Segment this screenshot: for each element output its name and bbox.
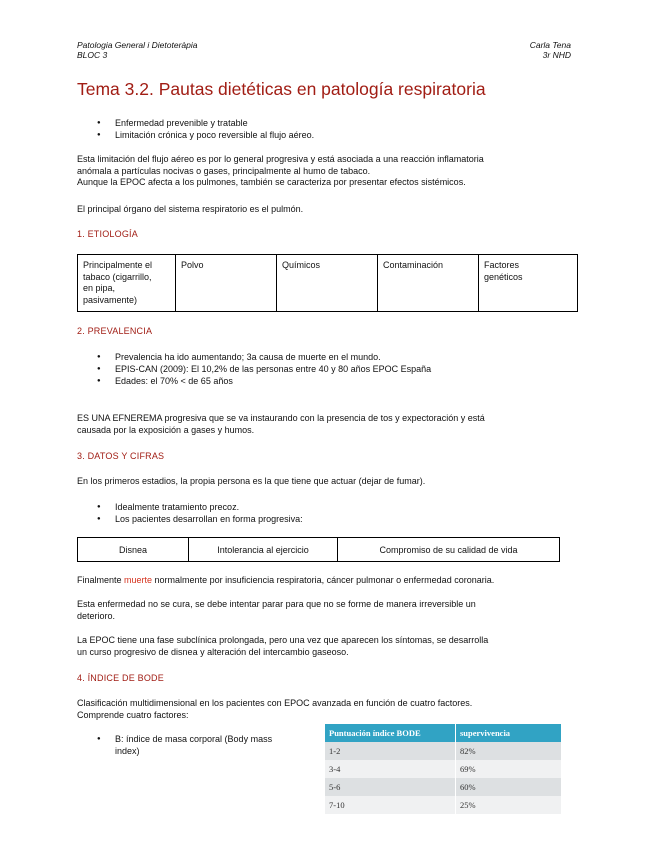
section-heading-data: 3. DATOS Y CIFRAS [77, 451, 165, 461]
table-cell: Factores genéticos [479, 255, 578, 312]
table-row [325, 742, 561, 760]
cure-paragraph [77, 599, 567, 622]
list-item: ● B: índice de masa corporal (Body mass index) [77, 733, 272, 757]
section-heading-etiology: 1. ETIOLOGÍA [77, 229, 138, 239]
header-right [530, 40, 571, 60]
table-cell: 1-2 [325, 742, 456, 760]
table-cell: 82% [456, 742, 562, 760]
list-item: ● Idealmente tratamiento precoz. [77, 501, 303, 513]
table-cell: Disnea [78, 538, 189, 562]
table-cell: 3-4 [325, 760, 456, 778]
subclinical-paragraph [77, 635, 567, 658]
intro-bullet-list [77, 117, 314, 141]
course-name: Patologia General i Dietoteràpia [77, 40, 198, 50]
section-heading-prevalence: 2. PREVALENCIA [77, 326, 153, 336]
table-cell: 60% [456, 778, 562, 796]
table-cell: Contaminación [378, 255, 479, 312]
list-item: ● Prevalencia ha ido aumentando; 3a causa de muerte en el mundo. [77, 351, 431, 363]
etiology-table [77, 254, 578, 312]
table-cell: 69% [456, 760, 562, 778]
header-left [77, 40, 198, 60]
section-heading-bode: 4. ÍNDICE DE BODE [77, 673, 164, 683]
table-cell: 25% [456, 796, 562, 814]
text-span: Finalmente [77, 575, 125, 585]
text-line: deterioro. [77, 610, 116, 621]
data-intro-paragraph: En los primeros estadios, la propia persona es la que tiene que actuar (dejar de fumar). [77, 476, 426, 486]
page-title: Tema 3.2. Pautas dietéticas en patología respiratoria [77, 79, 486, 99]
final-paragraph [77, 575, 567, 587]
intro-paragraph [77, 154, 567, 189]
data-bullet-list [77, 501, 303, 525]
table-row [325, 760, 561, 778]
text-line: ES UNA EFNEREMA progresiva que se va instaurando con la presencia de tos y expectoración y está [77, 413, 485, 423]
text-line: causada por la exposición a gases y humos. [77, 424, 255, 435]
bode-intro-paragraph [77, 698, 567, 721]
text-line: Esta limitación del flujo aéreo es por lo general progresiva y está asociada a una reacción inflamatoria [77, 154, 484, 164]
list-item: ● Los pacientes desarrollan en forma progresiva: [77, 513, 303, 525]
list-item: ● EPIS-CAN (2009): El 10,2% de las personas entre 40 y 80 años EPOC España [77, 363, 431, 375]
list-item: ● Enfermedad prevenible y tratable [77, 117, 314, 129]
bode-survival-table [325, 724, 561, 814]
table-cell: Intolerancia al ejercicio [189, 538, 338, 562]
column-header: Puntuación índice BODE [325, 724, 456, 742]
text-line: Comprende cuatro factores: [77, 709, 189, 720]
prevalence-bullet-list [77, 351, 431, 387]
symptoms-table [77, 537, 560, 562]
text-line: un curso progresivo de disnea y alteración del intercambio gaseoso. [77, 646, 349, 657]
text-line: anómala a partículas nocivas o gases, principalmente al humo de tabaco. [77, 165, 371, 176]
table-header-row [325, 724, 561, 742]
table-row [325, 778, 561, 796]
text-line: Aunque la EPOC afecta a los pulmones, también se caracteriza por presentar efectos sistémicos. [77, 177, 466, 187]
text-span: normalmente por insuficiencia respiratoria, cáncer pulmonar o enfermedad coronaria. [152, 575, 495, 585]
table-cell: Polvo [176, 255, 277, 312]
bode-bullet-list [77, 733, 272, 757]
table-cell: Principalmente el tabaco (cigarrillo, en pipa, pasivamente) [78, 255, 176, 312]
column-header: supervivencia [456, 724, 562, 742]
table-cell: 7-10 [325, 796, 456, 814]
table-row [78, 538, 560, 562]
author-name: Carla Tena [529, 40, 571, 50]
table-cell: 5-6 [325, 778, 456, 796]
table-cell: Químicos [277, 255, 378, 312]
table-cell: Compromiso de su calidad de vida [338, 538, 560, 562]
highlighted-word: muerte [124, 575, 153, 585]
list-item: ● Limitación crónica y poco reversible al flujo aéreo. [77, 129, 314, 141]
organ-paragraph: El principal órgano del sistema respiratorio es el pulmón. [77, 204, 304, 214]
table-row [78, 255, 578, 312]
text-line: La EPOC tiene una fase subclínica prolongada, pero una vez que aparecen los síntomas, se desarrolla [77, 635, 489, 645]
text-line: Esta enfermedad no se cura, se debe intentar parar para que no se forme de manera irreversible un [77, 599, 476, 609]
list-item: ● Edades: el 70% < de 65 años [77, 375, 431, 387]
course-year: 3r NHD [542, 50, 571, 60]
table-row [325, 796, 561, 814]
text-line: Clasificación multidimensional en los pacientes con EPOC avanzada en función de cuatro factores. [77, 698, 473, 708]
emphysema-paragraph [77, 413, 567, 436]
block-label: BLOC 3 [77, 50, 108, 60]
